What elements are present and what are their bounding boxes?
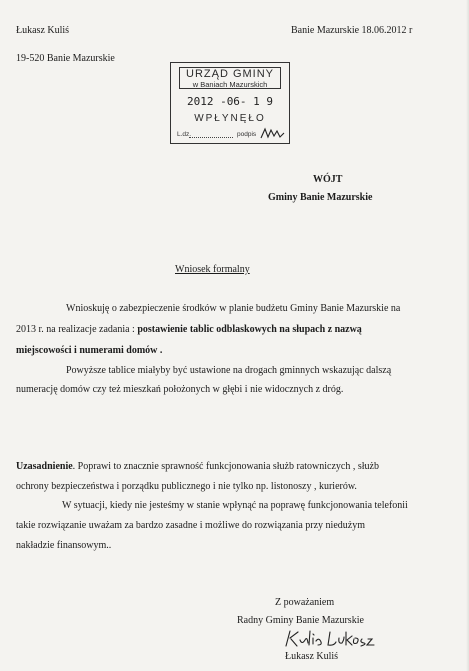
justification-label: Uzasadnienie <box>16 461 73 472</box>
received-stamp <box>170 62 290 144</box>
justification-line3: W sytuacji, kiedy nie jesteśmy w stanie wpłynąć na poprawę funkcjonowania telefonii <box>62 500 408 511</box>
stamp-podpis-label: podpis <box>237 131 257 138</box>
body-p2-line2: numerację domów czy też mieszkań położonych w głębi i nie widocznych z dróg. <box>16 384 344 395</box>
justification-line1 <box>16 461 379 472</box>
closing-salutation: Z poważaniem <box>275 597 335 608</box>
body-p1-line1: Wnioskuję o zabezpieczenie środków w planie budżetu Gminy Banie Mazurskie na <box>66 303 401 314</box>
recipient-office: Gminy Banie Mazurskie <box>268 192 373 203</box>
stamp-initials-signature <box>259 125 287 141</box>
subject-text: Wniosek formalny <box>175 264 250 275</box>
body-p2-line1: Powyższe tablice miałyby być ustawione na drogach gminnych wskazując dalszą <box>66 365 392 376</box>
closing-role: Radny Gminy Banie Mazurskie <box>237 615 364 626</box>
handwritten-signature <box>282 628 382 650</box>
sender-address: 19-520 Banie Mazurskie <box>16 53 115 64</box>
justification-line5: nakładzie finansowym.. <box>16 540 112 551</box>
stamp-title: URZĄD GMINY <box>186 68 274 80</box>
stamp-subtitle: w Baniach Mazurskich <box>192 80 268 89</box>
justification-line2: ochrony bezpieczeństwa i porządku publicznego i nie tylko np. listonoszy , kurierów. <box>16 481 357 492</box>
place-date: Banie Mazurskie 18.06.2012 r <box>291 25 413 36</box>
stamp-ldz-label: L.dz. <box>177 131 192 138</box>
sender-name: Łukasz Kuliś <box>16 25 70 36</box>
body-p1-line2-bold: postawienie tablic odblaskowych na słupach z nazwą <box>137 324 362 335</box>
subject-line <box>175 264 250 275</box>
stamp-date: 2012 -06- 1 9 <box>186 95 274 108</box>
stamp-received: WPŁYNĘŁO <box>194 113 266 124</box>
stamp-header-box <box>179 67 281 89</box>
closing-name: Łukasz Kuliś <box>285 651 339 662</box>
recipient-title: WÓJT <box>313 174 343 185</box>
body-p1-line2 <box>16 324 362 335</box>
justification-line4: takie rozwiązanie uważam za bardzo zasadne i możliwe do rozwiązania przy niedużym <box>16 520 365 531</box>
body-p1-line3: miejscowości i numerami domów . <box>16 345 163 356</box>
justification-line1-text: . Poprawi to znacznie sprawność funkcjonowania służb ratowniczych , służb <box>72 461 379 472</box>
body-p1-line2-normal: 2013 r. na realizacje zadania : <box>16 324 138 335</box>
stamp-dotted-line <box>189 137 233 138</box>
